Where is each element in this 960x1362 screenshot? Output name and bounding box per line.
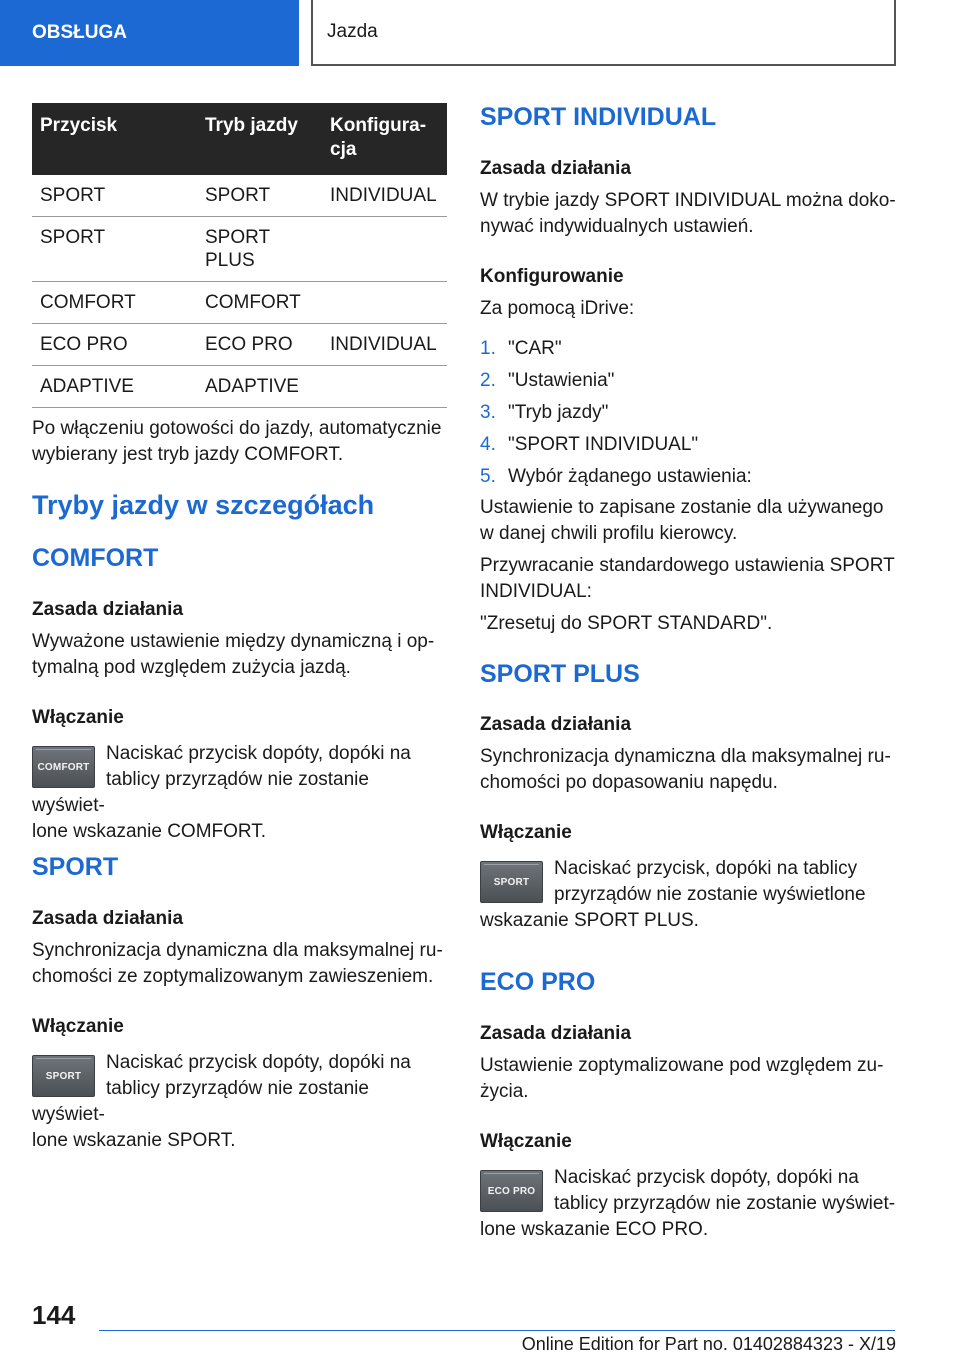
comfort-principle-heading: Zasada działania	[32, 599, 184, 620]
table-cell: ECO PRO	[32, 324, 197, 366]
list-item	[480, 429, 896, 461]
step-number: 3.	[480, 402, 496, 423]
sport-individual-heading: SPORT INDIVIDUAL	[480, 103, 717, 131]
sport-plus-switch-text: Naciskać przycisk, dopóki na tablicy przyrządów nie zostanie wyświetlone wskazanie SPORT PLUS.	[480, 858, 866, 931]
step-number: 2.	[480, 370, 496, 391]
sport-principle-heading: Zasada działania	[32, 908, 184, 929]
config-heading: Konfigurowanie	[480, 266, 624, 287]
table-cell: ADAPTIVE	[197, 366, 322, 408]
profile-note: Ustawienie to zapisane zostanie dla używanego w danej chwili profilu kierowcy.	[480, 497, 884, 544]
header-chapter-label: Jazda	[311, 0, 896, 66]
list-item	[480, 397, 896, 429]
sport-individual-principle-heading: Zasada działania	[480, 158, 632, 179]
reset-note: Przywracanie standardowego ustawienia SPORT INDIVIDUAL:	[480, 555, 895, 602]
eco-pro-principle-text: Ustawienie zoptymalizowane pod względem zu- życia.	[480, 1055, 884, 1102]
eco-pro-switch-heading: Włączanie	[480, 1131, 572, 1152]
table-row	[32, 366, 447, 408]
eco-pro-switch-text: Naciskać przycisk dopóty, dopóki na tablicy przyrządów nie zostanie wyświet- lone wskazanie ECO PRO.	[480, 1167, 896, 1240]
sport-switch-text: Naciskać przycisk dopóty, dopóki na tablicy przyrządów nie zostanie wyświet- lone wskazanie SPORT.	[32, 1052, 411, 1151]
intro-paragraph: Po włączeniu gotowości do jazdy, automatycznie wybierany jest tryb jazdy COMFORT.	[32, 418, 442, 465]
table-header-cell: Przycisk	[32, 103, 197, 175]
table-cell: INDIVIDUAL	[322, 175, 447, 217]
sport-individual-principle-text: W trybie jazdy SPORT INDIVIDUAL można doko- nywać indywidualnych ustawień.	[480, 190, 896, 237]
header-section-label: OBSŁUGA	[0, 0, 299, 66]
step-text: "Ustawienia"	[508, 370, 615, 391]
eco-pro-heading: ECO PRO	[480, 968, 596, 996]
sport-plus-button-icon: SPORT	[480, 861, 543, 903]
sport-plus-switch-heading: Włączanie	[480, 822, 572, 843]
table-row	[32, 217, 447, 282]
table-header-row	[32, 103, 447, 175]
sport-switch-heading: Włączanie	[32, 1016, 124, 1037]
eco-pro-principle-heading: Zasada działania	[480, 1023, 632, 1044]
comfort-switch-heading: Włączanie	[32, 707, 124, 728]
table-cell: COMFORT	[32, 282, 197, 324]
reset-option: "Zresetuj do SPORT STANDARD".	[480, 613, 773, 634]
table-cell: ECO PRO	[197, 324, 322, 366]
table-cell: ADAPTIVE	[32, 366, 197, 408]
config-intro: Za pomocą iDrive:	[480, 298, 635, 319]
step-number: 5.	[480, 466, 496, 487]
drive-mode-table	[32, 103, 447, 408]
table-cell: SPORT	[197, 175, 322, 217]
table-cell: SPORT PLUS	[197, 217, 322, 282]
edition-text: Online Edition for Part no. 01402884323 - X/19	[521, 1334, 896, 1354]
comfort-switch-text: Naciskać przycisk dopóty, dopóki na tablicy przyrządów nie zostanie wyświet- lone wskazanie COMFORT.	[32, 743, 411, 842]
table-row	[32, 324, 447, 366]
sport-plus-principle-heading: Zasada działania	[480, 714, 632, 735]
list-item	[480, 333, 896, 365]
step-number: 1.	[480, 338, 496, 359]
comfort-heading: COMFORT	[32, 544, 159, 572]
list-item	[480, 365, 896, 397]
sport-plus-principle-text: Synchronizacja dynamiczna dla maksymalnej ru- chomości po dopasowaniu napędu.	[480, 746, 891, 793]
step-number: 4.	[480, 434, 496, 455]
comfort-principle-text: Wyważone ustawienie między dynamiczną i op- tymalną pod względem zużycia jazdą.	[32, 631, 435, 678]
table-header-cell: Konfigura- cja	[322, 103, 447, 175]
table-cell: COMFORT	[197, 282, 322, 324]
step-text: "Tryb jazdy"	[508, 402, 609, 423]
step-text: Wybór żądanego ustawienia:	[508, 466, 752, 487]
table-cell	[322, 217, 447, 282]
table-cell: SPORT	[32, 217, 197, 282]
table-cell	[322, 282, 447, 324]
table-header-cell: Tryb jazdy	[197, 103, 322, 175]
main-heading: Tryby jazdy w szczegółach	[32, 490, 375, 520]
table-cell	[322, 366, 447, 408]
list-item	[480, 461, 896, 493]
sport-heading: SPORT	[32, 853, 119, 881]
sport-principle-text: Synchronizacja dynamiczna dla maksymalnej ru- chomości ze zoptymalizowanym zawieszeniem.	[32, 940, 443, 987]
table-cell: SPORT	[32, 175, 197, 217]
table-row	[32, 282, 447, 324]
comfort-button-icon: COMFORT	[32, 746, 95, 788]
table-row	[32, 175, 447, 217]
table-cell: INDIVIDUAL	[322, 324, 447, 366]
eco-pro-button-icon: ECO PRO	[480, 1170, 543, 1212]
config-steps-list	[480, 333, 896, 493]
step-text: "CAR"	[508, 338, 562, 359]
footer-divider	[99, 1330, 895, 1331]
sport-button-icon: SPORT	[32, 1055, 95, 1097]
sport-plus-heading: SPORT PLUS	[480, 660, 640, 688]
page-number: 144	[32, 1300, 76, 1330]
footer-edition	[280, 1334, 896, 1355]
step-text: "SPORT INDIVIDUAL"	[508, 434, 699, 455]
